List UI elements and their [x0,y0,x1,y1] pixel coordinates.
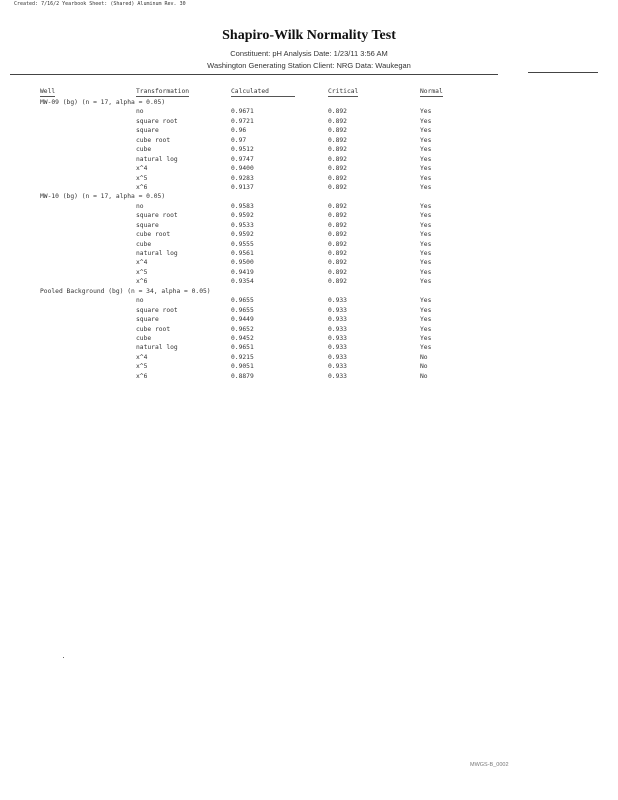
cell-calculated: 0.9592 [231,231,254,239]
cell-normal: Yes [420,325,432,333]
table-row [40,306,460,315]
column-header-calculated: Calculated [231,88,295,97]
cell-calculated: 0.9721 [231,117,254,125]
table-row [40,372,460,381]
cell-critical: 0.892 [328,136,347,144]
group-label: Pooled Background (bg) (n = 34, alpha = 0.05) [40,287,211,295]
cell-transformation: x^6 [136,278,148,286]
cell-critical: 0.933 [328,344,347,352]
cell-calculated: 0.9452 [231,334,254,342]
cell-transformation: square [136,221,159,229]
column-header-normal: Normal [420,88,443,95]
cell-normal: Yes [420,316,432,324]
cell-transformation: x^4 [136,353,148,361]
cell-critical: 0.892 [328,108,347,116]
cell-normal: Yes [420,202,432,210]
cell-transformation: no [136,202,144,210]
cell-normal: No [420,363,428,371]
cell-transformation: natural log [136,344,178,352]
cell-calculated: 0.9592 [231,212,254,220]
scan-speck [63,657,64,658]
cell-critical: 0.892 [328,278,347,286]
cell-transformation: cube root [136,136,171,144]
table-group [40,192,460,286]
cell-transformation: square root [136,306,178,314]
cell-normal: Yes [420,117,432,125]
table-row [40,343,460,352]
table-row [40,155,460,164]
table-row [40,126,460,135]
document-control-number: MWGS-B_0002 [470,762,509,768]
cell-transformation: x^5 [136,363,148,371]
cell-critical: 0.933 [328,372,347,380]
cell-calculated: 0.9137 [231,183,254,191]
cell-calculated: 0.9655 [231,297,254,305]
table-row [40,362,460,371]
cell-normal: Yes [420,334,432,342]
table-row [40,240,460,249]
cell-calculated: 0.9671 [231,108,254,116]
cell-calculated: 0.9533 [231,221,254,229]
cell-calculated: 0.9512 [231,146,254,154]
cell-calculated: 0.9583 [231,202,254,210]
table-row [40,136,460,145]
cell-normal: Yes [420,250,432,257]
cell-critical: 0.892 [328,202,347,210]
column-header-critical: Critical [328,88,359,95]
results-table [40,88,460,381]
cell-critical: 0.892 [328,259,347,267]
cell-calculated: 0.8879 [231,372,254,380]
table-row [40,211,460,220]
cell-transformation: cube [136,240,152,248]
cell-transformation: no [136,108,144,116]
cell-transformation: cube root [136,231,171,239]
cell-transformation: x^4 [136,165,148,173]
cell-transformation: x^5 [136,268,148,276]
table-header [40,88,460,98]
cell-critical: 0.892 [328,250,347,257]
column-header-transformation: Transformation [136,88,190,95]
cell-normal: Yes [420,136,432,144]
table-row [40,258,460,267]
cell-transformation: natural log [136,250,178,257]
cell-transformation: x^6 [136,372,148,380]
cell-normal: Yes [420,306,432,314]
cell-calculated: 0.9561 [231,250,254,257]
cell-calculated: 0.9747 [231,155,254,163]
header-divider [10,74,498,75]
cell-normal: Yes [420,183,432,191]
cell-normal: Yes [420,221,432,229]
cell-normal: Yes [420,344,432,352]
cell-normal: Yes [420,155,432,163]
cell-normal: Yes [420,278,432,286]
cell-calculated: 0.9400 [231,165,254,173]
cell-critical: 0.892 [328,117,347,125]
table-row [40,315,460,324]
table-row [40,277,460,286]
cell-transformation: x^6 [136,183,148,191]
cell-critical: 0.892 [328,240,347,248]
cell-critical: 0.892 [328,212,347,220]
cell-critical: 0.892 [328,146,347,154]
table-row [40,183,460,192]
cell-critical: 0.892 [328,127,347,135]
cell-calculated: 0.9500 [231,259,254,267]
cell-critical: 0.933 [328,363,347,371]
cell-calculated: 0.9354 [231,278,254,286]
table-group [40,287,460,381]
cell-critical: 0.933 [328,316,347,324]
cell-transformation: cube root [136,325,171,333]
report-subtitle-site: Washington Generating Station Client: NRG Data: Waukegan [207,61,411,70]
table-row [40,221,460,230]
cell-calculated: 0.9651 [231,344,254,352]
table-row [40,145,460,154]
cell-calculated: 0.9652 [231,325,254,333]
table-row [40,164,460,173]
cell-calculated: 0.9555 [231,240,254,248]
cell-normal: Yes [420,231,432,239]
cell-transformation: square root [136,117,178,125]
cell-normal: Yes [420,108,432,116]
cell-normal: Yes [420,127,432,135]
cell-transformation: no [136,297,144,305]
table-row [40,230,460,239]
report-subtitle-analysis: Constituent: pH Analysis Date: 1/23/11 3:56 AM [230,49,388,58]
table-row [40,117,460,126]
cell-normal: Yes [420,212,432,220]
cell-normal: No [420,372,428,380]
cell-critical: 0.892 [328,165,347,173]
table-row [40,325,460,334]
table-group [40,98,460,192]
cell-transformation: square [136,127,159,135]
cell-critical: 0.933 [328,334,347,342]
cell-calculated: 0.9419 [231,268,254,276]
cell-calculated: 0.9449 [231,316,254,324]
table-row [40,268,460,277]
cell-transformation: x^5 [136,174,148,182]
cell-transformation: square root [136,212,178,220]
cell-transformation: x^4 [136,259,148,267]
cell-normal: No [420,353,428,361]
group-label: MW-09 (bg) (n = 17, alpha = 0.05) [40,99,166,106]
table-row [40,353,460,362]
cell-calculated: 0.97 [231,136,247,144]
cell-normal: Yes [420,259,432,267]
cell-normal: Yes [420,268,432,276]
table-row [40,296,460,305]
cell-calculated: 0.9215 [231,353,254,361]
cell-calculated: 0.9655 [231,306,254,314]
cell-transformation: cube [136,334,152,342]
cell-critical: 0.892 [328,174,347,182]
group-label: MW-10 (bg) (n = 17, alpha = 0.05) [40,193,166,201]
table-row [40,107,460,116]
cell-critical: 0.892 [328,183,347,191]
cell-normal: Yes [420,146,432,154]
cell-normal: Yes [420,240,432,248]
document-header-line: Created: 7/16/2 Yearbook Sheet: (Shared) Aluminum Rev. 30 [14,1,186,7]
table-row [40,249,460,258]
table-row [40,202,460,211]
cell-critical: 0.892 [328,155,347,163]
cell-calculated: 0.96 [231,127,247,135]
table-row [40,174,460,183]
cell-critical: 0.933 [328,325,347,333]
report-title: Shapiro-Wilk Normality Test [222,28,396,43]
cell-normal: Yes [420,174,432,182]
cell-critical: 0.892 [328,231,347,239]
cell-transformation: cube [136,146,152,154]
cell-normal: Yes [420,297,432,305]
cell-critical: 0.892 [328,221,347,229]
cell-transformation: square [136,316,159,324]
table-row [40,334,460,343]
column-header-well: Well [40,88,56,95]
cell-critical: 0.892 [328,268,347,276]
cell-transformation: natural log [136,155,178,163]
cell-calculated: 0.9051 [231,363,254,371]
cell-critical: 0.933 [328,306,347,314]
cell-normal: Yes [420,165,432,173]
header-divider-right [528,72,598,73]
cell-critical: 0.933 [328,297,347,305]
cell-calculated: 0.9283 [231,174,254,182]
cell-critical: 0.933 [328,353,347,361]
